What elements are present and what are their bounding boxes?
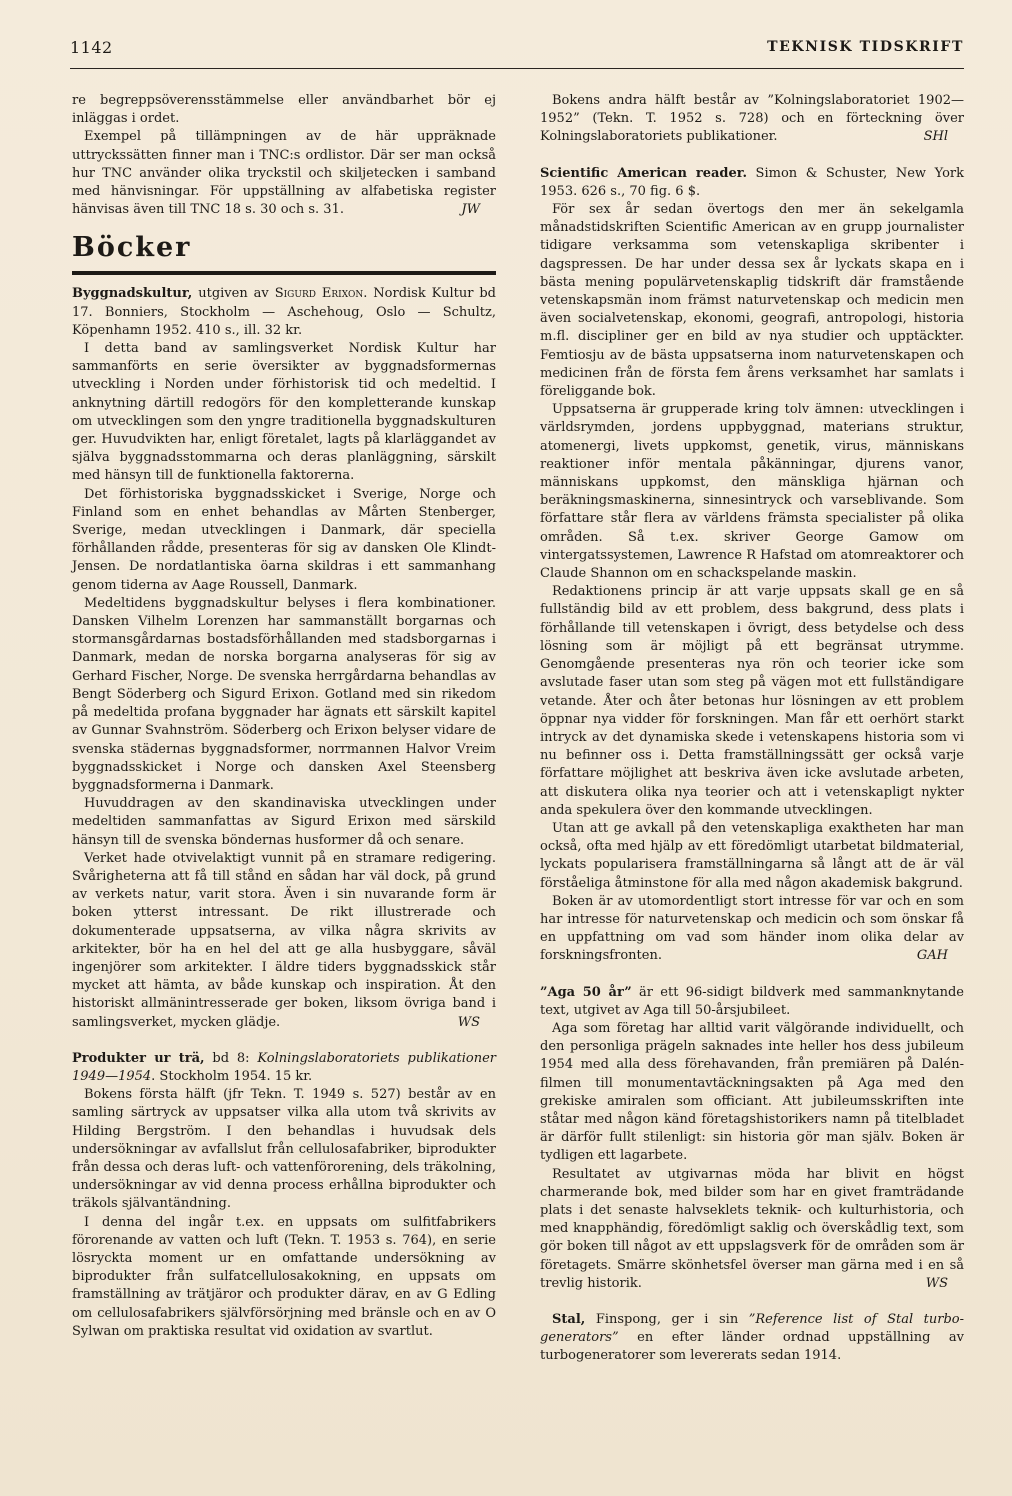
review-publication-title: Kolningslaboratoriets publikationer 1949—1954 bbox=[72, 1050, 496, 1084]
review-scientific-american-reader bbox=[540, 165, 964, 966]
notice-title: Stal, bbox=[552, 1312, 586, 1327]
review-paragraph: Utan att ge avkall på den vetenskapliga exaktheten har man också, ofta med hjälp av ett föredömligt utarbetat bildmaterial, lyckats popularisera framställningarna så långt att de är väl förståeliga åtminstone för alla med någon akademisk bakgrund. bbox=[540, 820, 964, 891]
review-title: Byggnadskultur, bbox=[72, 286, 193, 302]
review-citation bbox=[540, 984, 964, 1020]
review-signature: WS bbox=[457, 1014, 480, 1030]
review-citation bbox=[72, 1050, 496, 1086]
review-paragraph-text: Boken är av utomordentligt stort intresse för var och en som har intresse för naturvetenskap och medicin och som önskar få en uppfattning om vad som händer inom olika delar av forskningsfronten. bbox=[540, 893, 964, 964]
notice-publication-title: ”Reference list of Stal turbo-generators” bbox=[540, 1312, 964, 1346]
intro-signature: JW bbox=[461, 202, 480, 218]
review-editor: Sigurd Erixon bbox=[274, 286, 364, 302]
notice-text-rest: en efter länder ordnad uppställning av turbogeneratorer som levererats sedan 1914. bbox=[540, 1330, 964, 1364]
page-header bbox=[70, 38, 964, 69]
review-paragraph bbox=[540, 1166, 964, 1293]
notice-stal bbox=[540, 1311, 964, 1366]
review-paragraph: Bokens första hälft (jfr Tekn. T. 1949 s. 527) består av en samling särtryck av uppsatser vilka alla utom två skrivits av Hilding Bergström. I den behandlas i huvudsak dels undersökningar av avfallslut från cellulosafabriker, biprodukter från dessa och deras luft- och vattenförorening, dels träkolning, undersökningar av vid denna process erhållna biprodukter och träkols självantändning. bbox=[72, 1087, 496, 1212]
review-continuation bbox=[540, 92, 964, 147]
review-paragraph: Medeltidens byggnadskultur belyses i flera kombinationer. Dansken Vilhelm Lorenzen har sammanställt borgarnas och stormansgårdarnas bostadsförhållanden med stadsborgarnas i Danmark, medan de norska borgarna analyseras för sig av Gerhard Fischer, Norge. De svenska herrgårdarna behandlas av Bengt Söderberg och Sigurd Erixon. Gotland med sin rikedom på medeltida profana byggnader har ägnats ett särskilt kapitel av Gunnar Svahnström. Söderberg och Erixon belyser vidare de svenska städernas byggnadsformer, norrmannen Halvor Vreim byggnadsskicket i Norge och dansken Axel Steensberg byggnadsformerna i Danmark. bbox=[72, 595, 496, 793]
review-aga-50-ar bbox=[540, 984, 964, 1293]
review-signature: GAH bbox=[916, 948, 948, 964]
review-citation-rest: . Nordisk Kultur bd 17. Bonniers, Stockholm — Aschehoug, Oslo — Schultz, Köpenhamn 1952. 410 s., ill. 32 kr. bbox=[72, 286, 497, 338]
intro-paragraph-2-text: Exempel på tillämpningen av de här uppräknade uttryckssätten finner man i TNC:s ordlistor. Där ser man också hur TNC använder olika tryckstil och skiljetecken i samband med hänvisningar. För uppställning av alfabetiska register hänvisas även till TNC 18 s. 30 och s. 31. bbox=[72, 129, 496, 218]
review-citation-rest: Simon & Schuster, New York 1953. 626 s., 70 fig. 6 $. bbox=[540, 165, 964, 199]
review-paragraph: Det förhistoriska byggnadsskicket i Sverige, Norge och Finland som en enhet behandlas av Mårten Stenberger, Sverige, medan utvecklingen i Danmark, där speciella förhållanden rådde, presenteras för sig av dansken Ole Klindt-Jensen. De nordatlantiska öarna skildras i ett sammanhang genom tiderna av Aage Roussell, Danmark. bbox=[72, 486, 496, 593]
review-paragraph: Uppsatserna är grupperade kring tolv ämnen: utvecklingen i världsrymden, jordens uppbyggnad, materians struktur, atomenergi, livets uppkomst, genetik, virus, människans reaktioner inför mentala påkänningar, djurens vanor, människans uppkomst, den mänskliga hjärnan och beräkningsmaskinerna, sinnesintryck och varseblivande. Som författare står flera av världens främsta specialister på olika områden. Så t.ex. skriver George Gamow om vintergatssystemen, Lawrence R Hafstad om atomreaktorer och Claude Shannon om en schackspelande maskin. bbox=[540, 402, 964, 582]
review-title: Scientific American reader. bbox=[540, 165, 747, 181]
review-citation-text: utgiven av bbox=[192, 286, 275, 302]
review-paragraph: Aga som företag har alltid varit välgörande individuellt, och den personliga prägeln saknades inte heller hos dess jubileum 1954 med alla dess förehavanden, från premiären på Dalén-filmen till monumentavtäckningsakten på Aga med den grekiske amiralen som officiant. Att jubileumsskriften inte ståtar med någon känd företagshistorikers namn på titelbladet är därför fullt stilenligt: sin historia gör man själv. Boken är tydligen ett lagarbete. bbox=[540, 1020, 964, 1164]
review-paragraph: Redaktionens princip är att varje uppsats skall ge en så fullständig bild av ett problem, dess bakgrund, dess plats i förhållande till vetenskapen i övrigt, dess betydelse och dess lösning som är möjligt på ett begränsat utrymme. Genomgående presenteras nya rön och teorier icke som avslutade faser utan som steg på vägen mot ett fullständigare vetande. Åter och åter betonas hur lösningen av ett problem öppnar nya vidder för forskningen. Man får ett oerhört starkt intryck av det dynamiska skede i vetenskapens historia som vi nu befinner oss i. Detta framställningssätt ger också varje författare möjlighet att beskriva även icke avslutade arbeten, att diskutera olika nya teorier och att i vetenskapligt nykter anda spekulera över den kommande utvecklingen. bbox=[540, 584, 964, 818]
review-citation-rest: . Stockholm 1954. 15 kr. bbox=[151, 1068, 313, 1084]
review-paragraph: I detta band av samlingsverket Nordisk Kultur har sammanförts en serie översikter av byggnadsformernas utveckling i Norden under förhistorisk tid och medeltid. I anknytning därtill redogörs för den kompletterande kunskap om utvecklingen som den yngre traditionella byggnadskulturen ger. Huvudvikten har, enligt företalet, lagts på klarläggandet av själva byggnadsstommarna och deras planläggning, särskilt med hänsyn till de funktionella faktorerna. bbox=[72, 341, 496, 484]
review-signature: SHl bbox=[923, 129, 948, 145]
journal-title: TEKNISK TIDSKRIFT bbox=[767, 39, 964, 55]
review-paragraph bbox=[72, 850, 496, 1032]
notice-text: Finspong, ger i sin bbox=[585, 1312, 749, 1327]
review-paragraph bbox=[540, 893, 964, 966]
review-paragraph: För sex år sedan övertogs den mer än sekelgamla månadstidskriften Scientific American av en grupp journalister tidigare verksamma som vetenskapliga skribenter i dagspressen. De har under dessa sex år lyckats skapa en i bästa mening populärvetenskaplig tidskrift där framstående vetenskapsmän inom främst naturvetenskap och medicin men även socialvetenskap, ekonomi, geografi, antropologi, historia m.fl. discipliner ger en bild av nya studier och upptäckter. Femtiosju av de bästa uppsatserna inom naturvetenskapen och medicinen från de första fem årens verksamhet har samlats i föreliggande bok. bbox=[540, 202, 964, 400]
review-paragraph-text: Verket hade otvivelaktigt vunnit på en stramare redigering. Svårigheterna att få till stånd en sådan har väl dock, på grund av verkets natur, varit stora. Även i sin nuvarande form är boken ytterst intressant. De rikt illustrerade och dokumenterade uppsatserna, av vilka några skrivits av arkitekter, bör ha en hel del att ge alla husbyggare, såväl ingenjörer som arkitekter. I äldre tiders byggnadsskick står mycket att hämta, av både kunskap och inspiration. Åt den historiskt allmänintresserade ger boken, liksom övriga band i samlingsverket, mycken glädje. bbox=[72, 850, 496, 1030]
page-number: 1142 bbox=[70, 38, 113, 57]
review-continuation-text: Bokens andra hälft består av ”Kolningslaboratoriet 1902—1952” (Tekn. T. 1952 s. 728) och en förteckning över Kolningslaboratoriets publikationer. bbox=[540, 93, 964, 145]
review-paragraph: Huvuddragen av den skandinaviska utvecklingen under medeltiden sammanfattas av Sigurd Erixon med särskild hänsyn till de svenska böndernas husformer då och senare. bbox=[72, 796, 496, 848]
review-byggnadskultur bbox=[72, 285, 496, 1031]
review-citation bbox=[72, 285, 496, 340]
review-produkter-ur-tra bbox=[72, 1050, 496, 1341]
intro-paragraph-2 bbox=[72, 128, 496, 219]
review-signature: WS bbox=[925, 1275, 948, 1291]
intro-paragraph-1: re begreppsöverensstämmelse eller användbarhet bör ej inläggas i ordet. bbox=[72, 93, 496, 127]
notice-paragraph bbox=[540, 1311, 964, 1366]
review-paragraph-text: Resultatet av utgivarnas möda har blivit en högst charmerande bok, med bilder som har en givet framträdande plats i det senaste halvseklets teknik- och kulturhistoria, och med knapphändig, föredömligt saklig och överskådlig text, som gör boken till något av ett uppslagsverk för de områden som är företagets. Smärre skönhetsfel överser man gärna med i en så trevlig historik. bbox=[540, 1166, 964, 1291]
right-column bbox=[540, 92, 964, 1366]
section-heading-bocker: Böcker bbox=[72, 232, 192, 264]
review-title: ”Aga 50 år” bbox=[540, 984, 632, 1000]
left-column bbox=[72, 92, 496, 1341]
review-citation-text: bd 8: bbox=[204, 1050, 258, 1066]
review-citation-rest: är ett 96-sidigt bildverk med sammanknytande text, utgivet av Aga till 50-årsjubileet. bbox=[540, 984, 964, 1018]
review-citation bbox=[540, 165, 964, 201]
review-paragraph: I denna del ingår t.ex. en uppsats om sulfitfabrikers förorenande av vatten och luft (Tekn. T. 1953 s. 764), en serie lösryckta moment ur en omfattande undersökning av biprodukter från sulfatcellulosakokning, en uppsats om framställning av trätjäror och produkter därav, en av G Edling om cellulosafabrikers självförsörjning med bränsle och en av O Sylwan om praktiska resultat vid oxidation av svartlut. bbox=[72, 1214, 496, 1339]
review-title: Produkter ur trä, bbox=[72, 1050, 205, 1066]
heading-rule bbox=[72, 271, 496, 275]
